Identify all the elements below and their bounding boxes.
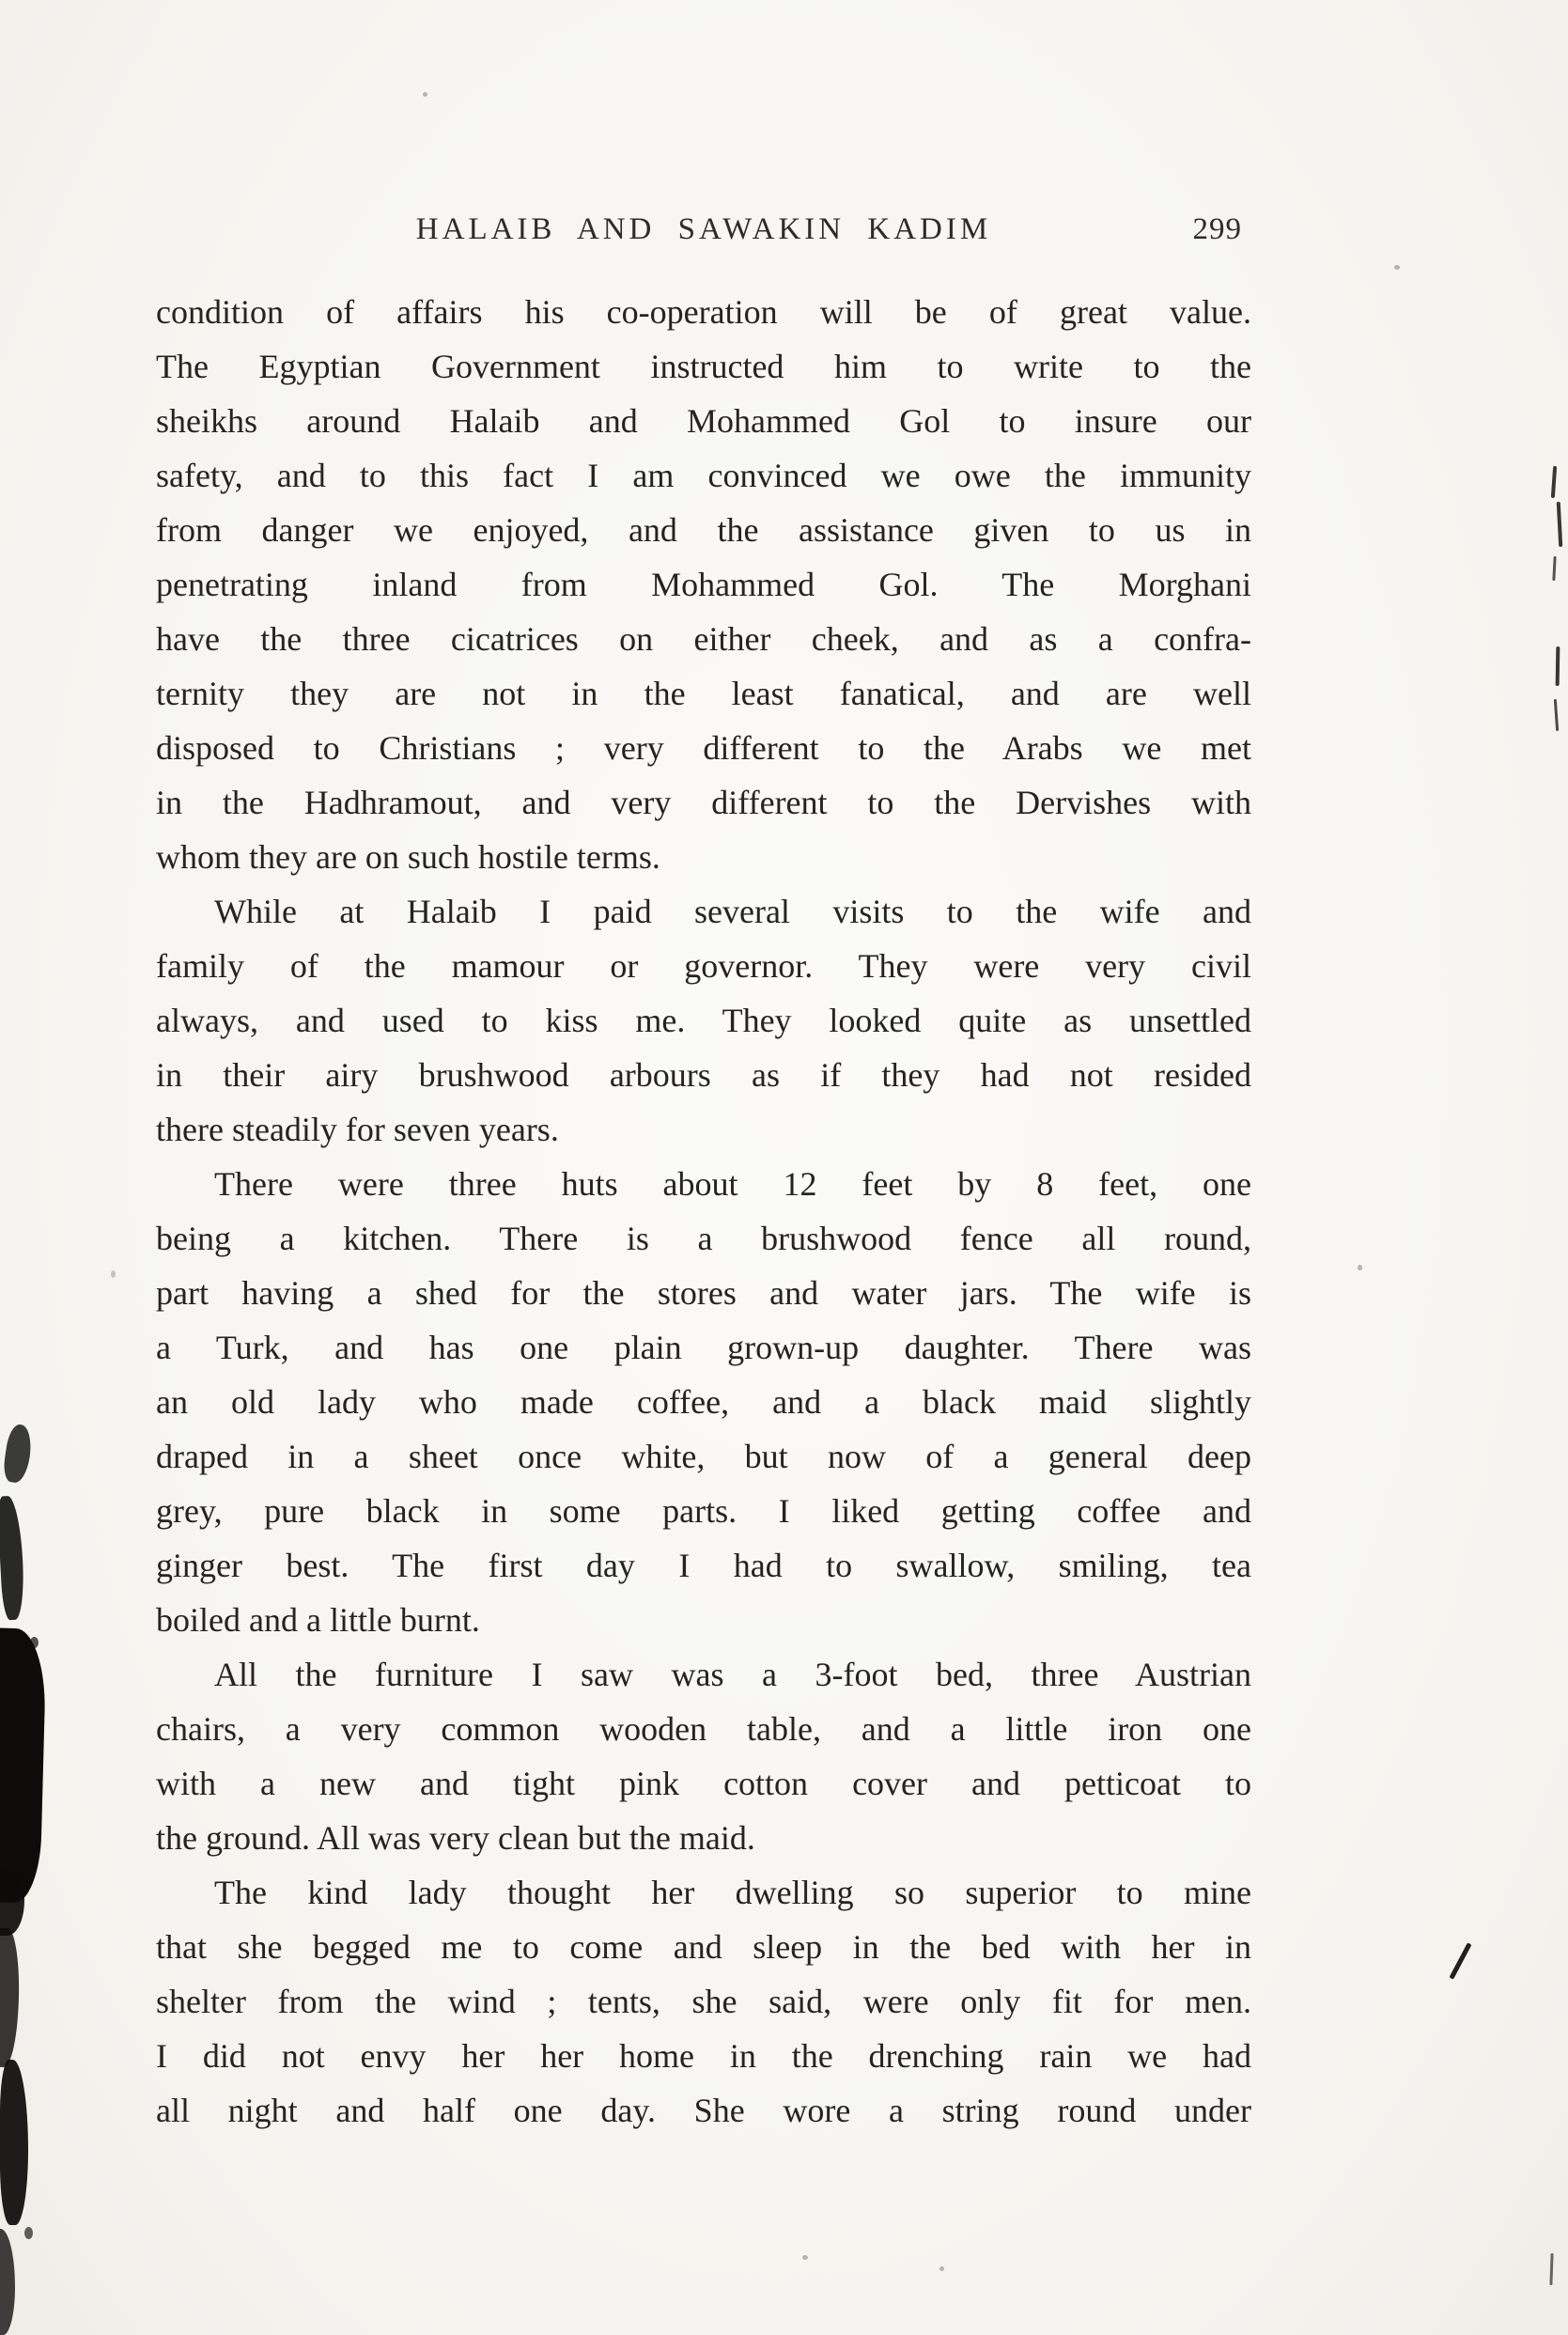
text-line: boiled and a little burnt. bbox=[156, 1601, 480, 1639]
text-line: in their airy brushwood arbours as if they had not resided bbox=[156, 1056, 1251, 1094]
text-line: with a new and tight pink cotton cover and petticoat to bbox=[156, 1765, 1251, 1802]
text-line: family of the mamour or governor. They were very civil bbox=[156, 947, 1251, 985]
dust-speck bbox=[802, 2255, 808, 2260]
margin-stroke bbox=[1551, 466, 1557, 498]
ink-smudge bbox=[0, 1627, 47, 1903]
text-line: that she begged me to come and sleep in the bed with her in bbox=[156, 1928, 1251, 1966]
text-line: condition of affairs his co-operation will be of great value. bbox=[156, 293, 1251, 331]
text-line: I did not envy her her home in the drenching rain we had bbox=[156, 2037, 1251, 2075]
text-line: The kind lady thought her dwelling so superior to mine bbox=[214, 1874, 1251, 1911]
text-line: The Egyptian Government instructed him to write to the bbox=[156, 348, 1251, 385]
text-line: from danger we enjoyed, and the assistance given to us in bbox=[156, 511, 1251, 549]
paragraph bbox=[156, 285, 1251, 884]
ink-dot bbox=[24, 2227, 33, 2239]
margin-stroke bbox=[1449, 1942, 1471, 1979]
text-line: grey, pure black in some parts. I liked getting coffee and bbox=[156, 1492, 1251, 1530]
text-line: safety, and to this fact I am convinced we owe the immunity bbox=[156, 457, 1251, 494]
text-line: ginger best. The first day I had to swallow, smiling, tea bbox=[156, 1547, 1251, 1584]
text-line: in the Hadhramout, and very different to the Dervishes with bbox=[156, 784, 1251, 821]
text-line: disposed to Christians ; very different to the Arabs we met bbox=[156, 729, 1251, 767]
ink-smudge bbox=[0, 2060, 28, 2225]
margin-stroke bbox=[1554, 699, 1559, 731]
ink-smudge bbox=[0, 2229, 15, 2335]
text-line: an old lady who made coffee, and a black maid slightly bbox=[156, 1383, 1251, 1421]
text-line: All the furniture I saw was a 3-foot bed, three Austrian bbox=[214, 1656, 1251, 1693]
paragraph bbox=[156, 1157, 1251, 1647]
dust-speck bbox=[1394, 265, 1400, 270]
text-line: always, and used to kiss me. They looked quite as unsettled bbox=[156, 1002, 1251, 1039]
text-line: shelter from the wind ; tents, she said, were only fit for men. bbox=[156, 1983, 1251, 2020]
text-line: have the three cicatrices on either cheek, and as a confra- bbox=[156, 620, 1251, 658]
margin-stroke bbox=[1549, 2253, 1553, 2285]
text-line: whom they are on such hostile terms. bbox=[156, 838, 660, 876]
dust-speck bbox=[111, 1270, 116, 1278]
text-line: a Turk, and has one plain grown-up daughter. There was bbox=[156, 1329, 1251, 1366]
text-line: being a kitchen. There is a brushwood fence all round, bbox=[156, 1220, 1251, 1257]
page-number: 299 bbox=[1192, 212, 1242, 246]
dust-speck bbox=[939, 2266, 944, 2271]
text-line: all night and half one day. She wore a string round under bbox=[156, 2092, 1251, 2129]
page-header bbox=[156, 212, 1251, 247]
dust-speck bbox=[423, 92, 427, 97]
text-line: While at Halaib I paid several visits to the wife and bbox=[214, 893, 1251, 930]
margin-stroke bbox=[1556, 646, 1560, 686]
text-line: there steadily for seven years. bbox=[156, 1111, 559, 1148]
text-line: draped in a sheet once white, but now of a general deep bbox=[156, 1438, 1251, 1475]
text-line: sheikhs around Halaib and Mohammed Gol to insure our bbox=[156, 402, 1251, 440]
ink-smudge bbox=[0, 1928, 20, 2067]
ink-smudge bbox=[2, 1423, 34, 1484]
ink-smudge bbox=[0, 1495, 25, 1620]
margin-stroke bbox=[1552, 556, 1556, 581]
text-line: ternity they are not in the least fanatical, and are well bbox=[156, 675, 1251, 712]
body-text bbox=[156, 285, 1251, 2138]
text-line: the ground. All was very clean but the maid. bbox=[156, 1819, 755, 1857]
margin-stroke bbox=[1557, 502, 1563, 547]
ink-smudge bbox=[0, 1870, 24, 1936]
paragraph bbox=[156, 1647, 1251, 1865]
text-line: penetrating inland from Mohammed Gol. The Morghani bbox=[156, 566, 1251, 603]
running-header-title: HALAIB AND SAWAKIN KADIM bbox=[415, 212, 992, 246]
text-line: part having a shed for the stores and water jars. The wife is bbox=[156, 1274, 1251, 1312]
text-line: There were three huts about 12 feet by 8 feet, one bbox=[214, 1165, 1251, 1203]
paragraph bbox=[156, 884, 1251, 1157]
dust-speck bbox=[1358, 1265, 1362, 1270]
text-line: chairs, a very common wooden table, and a little iron one bbox=[156, 1710, 1251, 1748]
paragraph bbox=[156, 1865, 1251, 2138]
ink-dot bbox=[30, 1637, 39, 1648]
